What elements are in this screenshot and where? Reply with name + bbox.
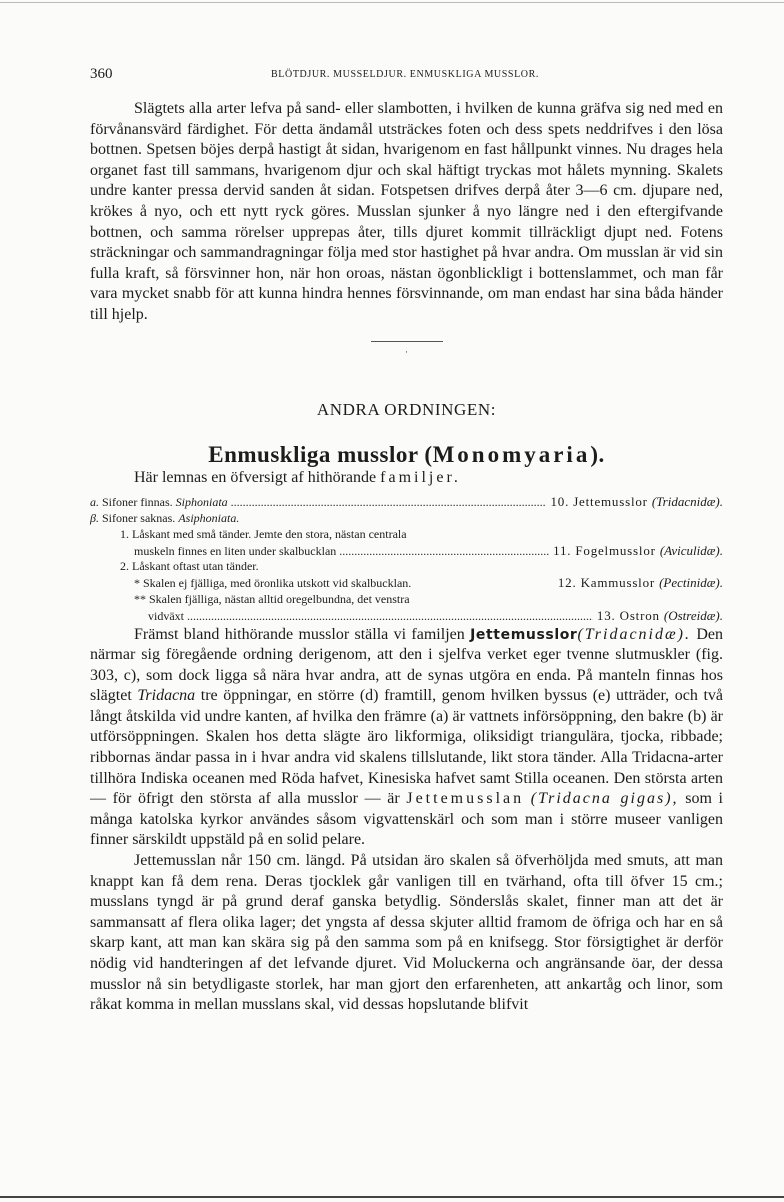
family-latin: (Tridacnidæ).: [577, 625, 691, 643]
key-line: 1. Låskant med små tänder. Jemte den stora, nästan centrala: [120, 526, 407, 541]
page-body: [90, 99, 723, 1016]
key-line-text: a. Sifoner finnas. Siphoniata .....: [90, 495, 546, 511]
running-head: BLÖTDJUR. MUSSELDJUR. ENMUSKLIGA MUSSLOR.: [271, 69, 539, 80]
key-intro-spaced: familjer.: [380, 468, 461, 486]
group-title-latin: Monomyaria: [432, 441, 591, 467]
paragraph-giant-clam: Jettemusslan når 150 cm. längd. På utsidan äro skalen så öfverhöljda med smuts, att man knappt kan få dem rena. Deras tjocklek går vanligen till en tvärhand, ofta till öfver 15 cm.; musslans tyngd är på grund deraf ganska betydlig. Sönderslås skalet, finner man att det är sammansatt af flera olika lager; det yngsta af dessa skjuter alltid framom de öfriga och har en så skarp kant, att man kan skära sig på den samma som på en knifsegg. Stor försigtighet är derför nödig vid handteringen af det lefvande djuret. Vid Moluckerna och angränsande öar, der dessa musslor nå sin betydligaste storlek, har man gjort den erfarenheten, att ankartåg och linor, som råkat komma in mellan musslans skal, vid dessas hopslutande blifvit: [90, 852, 723, 1014]
key-line: [90, 575, 723, 592]
group-title-suffix: ).: [590, 441, 605, 467]
page-number: 360: [90, 66, 113, 82]
key-family: 10. Jettemusslor (Tridacnidæ).: [550, 494, 723, 510]
page-header: [90, 66, 720, 88]
key-line: [90, 494, 723, 511]
species-latin-name: (Tridacna gigas),: [530, 790, 679, 808]
key-line: 2. Låskant oftast utan tänder.: [120, 559, 259, 574]
key-line-text: * Skalen ej fjälliga, med öronlika utskott vid skalbucklan.: [134, 576, 412, 591]
key-intro-text: Här lemnas en öfversigt af hithörande: [134, 468, 381, 486]
key-line: β. Sifoner saknas. Asiphoniata.: [90, 510, 240, 525]
key-family: 11. Fogelmusslor (Aviculidæ).: [553, 542, 723, 558]
top-border-line: [0, 2, 784, 3]
genus-name: Tridacna: [137, 687, 196, 705]
group-title-prefix: Enmuskliga musslor (: [208, 441, 433, 467]
paragraph-tridacnidae: Främst bland hithörande musslor ställa vi familjen Jettemusslor(Tridacnidæ). Den närmar sig föregående ordning derigenom, att den i sjelfva verket eger tvenne slutmuskler (fig. 303, c), som dock ligga så nära hvar andra, att de synas utgöra en enda. På manteln finnas hos slägtet Tridacna tre öppningar, en större (d) framtill, genom hvilken byssus (e) utträder, och två långt åtskilda vid undre kanten, af hvilka den främre (a) är vattnets införsöppning, den bakre (b) är utförsöppningen. Skalen hos detta slägte äro likformiga, oliksidigt triangulära, tjocka, ribbade; ribbornas ändar passa in i hvar andra vid skalens tillslutande, likt stora tänder. Alla Tridacna-arter tillhöra Indiska oceanen med Röda hafvet, Kinesiska hafvet samt Stilla oceanen. Den största arten — för öfrigt den största af alla musslor — är Jettemusslan (Tridacna gigas), som i många katolska kyrkor användes såsom vigvattenskärl och som man i större museer vanligen finner särskildt uppstäld på en solid pelare.: [90, 625, 724, 849]
key-family: 12. Kammusslor (Pectinidæ).: [557, 575, 723, 591]
order-heading: ANDRA ORDNINGEN:: [316, 399, 497, 419]
key-intro: [90, 468, 723, 489]
key-line: [90, 543, 723, 560]
key-line: ** Skalen fjälliga, nästan alltid oregelbundna, det venstra: [134, 591, 410, 606]
key-line-text: muskeln finnes en liten under skalbucklan .....: [134, 544, 549, 560]
section-divider: [371, 341, 443, 342]
paragraph-burrowing: Slägtets alla arter lefva på sand- eller slambotten, i hvilken de kunna gräfva sig ned med en förvånansvärd färdighet. För detta ändamål utsträckes foten och dess spets neddrifves i den lösa bottnen. Spetsen böjes derpå hastigt åt sidan, hvarigenom en fast hållpunkt vinnes. Nu drages hela organet fast till sammans, hvarigenom djur och skal häftigt tryckas mot hålets mynning. Skalets undre kanter pressa dervid sanden åt sidan. Fotspetsen drifves derpå åter 3—6 cm. djupare ned, krökes å nyo, och ett nytt ryck göres. Musslan sjunker å nyo längre ned i den eftergifvande bottnen, och samma rörelser upprepas åter, tills djuret kommit tillräckligt djupt ned. Fotens sträckningar och sammandragningar följa med stor hastighet på hvar andra. Om musslan är vid sin fulla kraft, så försvinner hon, när hon oroas, nästan ögonblickligt i bottenslammet, och man får vara mycket snabb för att kunna hindra hennes försvinnande, om man endast har sina båda händer till hjelp.: [90, 100, 723, 323]
bottom-border-line: [0, 1196, 784, 1198]
group-title: [90, 442, 723, 468]
divider-dot: ·: [405, 346, 408, 357]
family-key: [90, 494, 723, 624]
family-name-bold: Jettemusslor: [470, 626, 578, 643]
key-line-text: vidväxt .....: [148, 609, 593, 625]
key-family: 13. Ostron (Ostreidæ).: [596, 607, 723, 623]
key-line: [90, 608, 723, 625]
species-common-name: Jettemusslan: [406, 790, 525, 808]
